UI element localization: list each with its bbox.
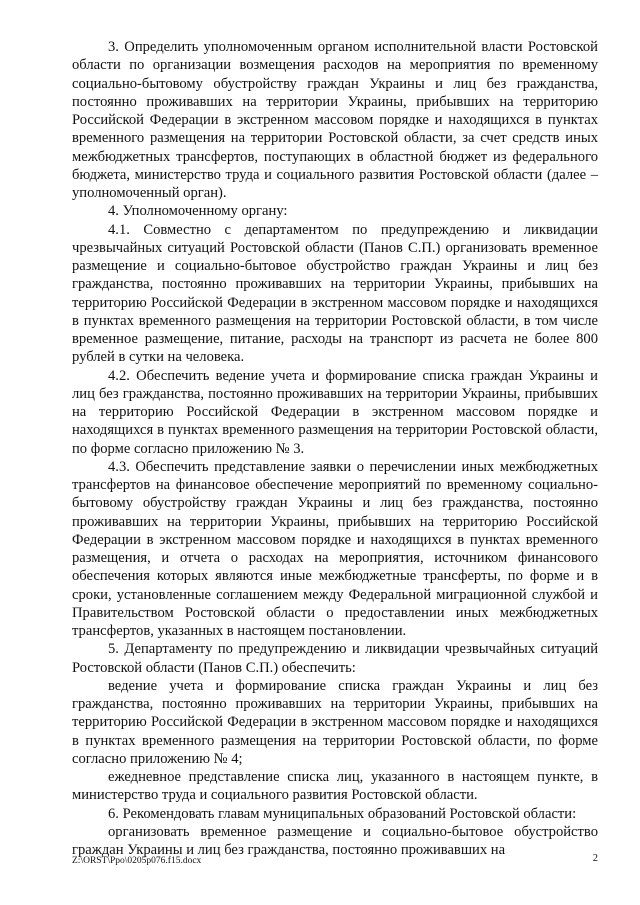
paragraph-4-2: 4.2. Обеспечить ведение учета и формирование списка граждан Украины и лиц без гражданства, постоянно проживавших на территории Украины, прибывших на территорию Российской Федерации в экстренном массовом порядке и находящихся в пунктах временного размещения на территории Ростовской области, по форме согласно приложению № 3. (72, 367, 598, 457)
paragraph-3: 3. Определить уполномоченным органом исполнительной власти Ростовской области по организации возмещения расходов на мероприятия по временному социально-бытовому обустройству граждан Украины и лиц без гражданства, постоянно проживавших на территории Украины, прибывших на территорию Российской Федерации в экстренном массовом порядке и находящихся в пунктах временного размещения на территории Ростовской области, за счет средств иных межбюджетных трансфертов, поступающих в областной бюджет из федерального бюджета, министерство труда и социального развития Ростовской области (далее – уполномоченный орган). (72, 39, 598, 201)
paragraph-4-1: 4.1. Совместно с департаментом по предупреждению и ликвидации чрезвычайных ситуаций Ростовской области (Панов С.П.) организовать временное размещение и социально-бытовое обустройство граждан Украины и лиц без гражданства, постоянно проживавших на территории Украины, прибывших на территорию Российской Федерации в экстренном массовом порядке и находящихся в пунктах временного размещения на территории Ростовской области, в том числе временное размещение, питание, расходы на транспорт из расчета не более 800 рублей в сутки на человека. (72, 221, 598, 366)
paragraph-5: 5. Департаменту по предупреждению и ликвидации чрезвычайных ситуаций Ростовской области (Панов С.П.) обеспечить: (72, 641, 598, 676)
paragraph-6-item-1: организовать временное размещение и социально-бытовое обустройство граждан Украины и лиц без гражданства, постоянно проживавших на (72, 823, 598, 858)
paragraph-5-item-2: ежедневное представление списка лиц, указанного в настоящем пункте, в министерство труда и социального развития Ростовской области. (72, 769, 598, 804)
paragraph-5-item-1: ведение учета и формирование списка граждан Украины и лиц без гражданства, постоянно проживавших на территории Украины, прибывших на территорию Российской Федерации в экстренном массовом порядке и находящихся в пунктах временного размещения на территории Ростовской области, по форме согласно приложению № 4; (72, 677, 598, 767)
paragraph-6: 6. Рекомендовать главам муниципальных образований Ростовской области: (108, 805, 577, 822)
page-number: 2 (592, 853, 598, 864)
paragraph-4-3: 4.3. Обеспечить представление заявки о перечислении иных межбюджетных трансфертов на финансовое обеспечение мероприятий по временному социально-бытовому обустройству граждан Украины и лиц без гражданства, постоянно проживавших на территории Украины, прибывших на территорию Российской Федерации в экстренном массовом порядке и находящихся в пунктах временного размещения, и отчета о расходах на мероприятия, источником финансового обеспечения которых являются иные межбюджетные трансферты, по форме и в сроки, установленные соглашением между Федеральной миграционной службой и Правительством Ростовской области о предоставлении иных межбюджетных трансфертов, указанных в настоящем постановлении. (72, 458, 598, 639)
document-body (72, 38, 598, 859)
paragraph-4: 4. Уполномоченному органу: (108, 203, 288, 220)
footer-file-path: Z:\ORST\Ppo\0205p076.f15.docx (72, 856, 202, 866)
